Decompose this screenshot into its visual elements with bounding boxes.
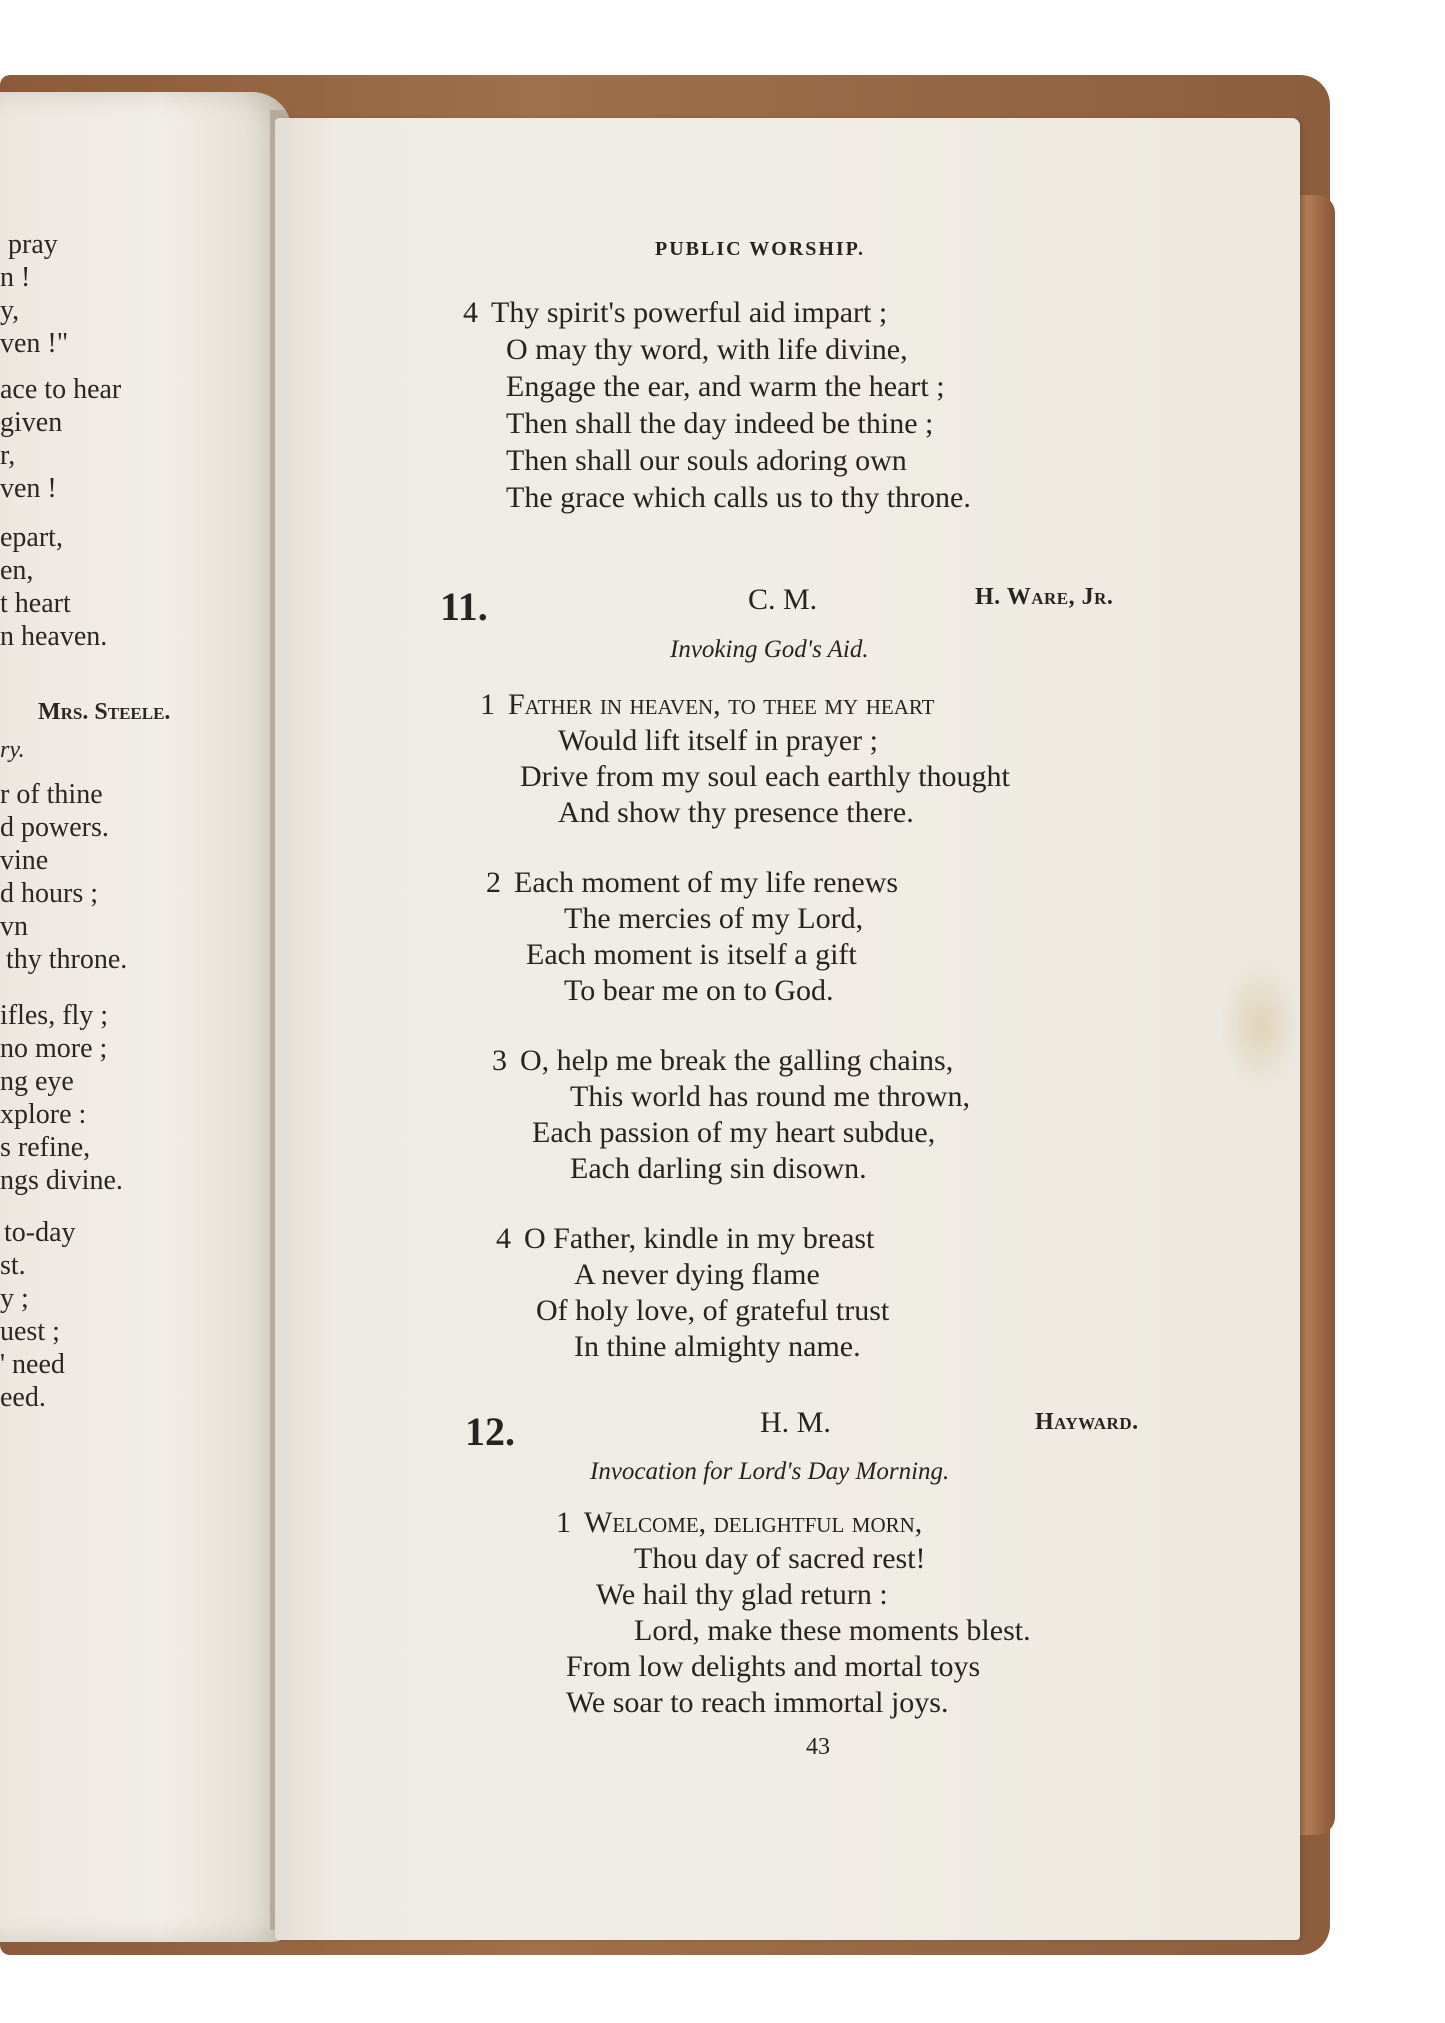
verse-line xyxy=(463,296,887,330)
left-fragment: thy throne. xyxy=(6,944,128,975)
hymn-author: H. Ware, Jr. xyxy=(975,584,1114,610)
left-page xyxy=(0,92,292,1942)
verse-text: O, help me break the galling chains, xyxy=(520,1044,954,1077)
verse-line xyxy=(486,866,898,900)
left-fragment: xplore : xyxy=(0,1099,87,1130)
verse-line xyxy=(496,1222,874,1256)
verse-line: Drive from my soul each earthly thought xyxy=(520,760,1010,793)
verse-line: Engage the ear, and warm the heart ; xyxy=(506,370,945,403)
verse-line: Each moment is itself a gift xyxy=(526,938,857,971)
left-fragment: pray xyxy=(8,229,58,260)
verse-text: Father in heaven, to thee my heart xyxy=(508,688,935,721)
left-fragment: ven ! xyxy=(0,473,57,504)
verse-line: From low delights and mortal toys xyxy=(566,1650,981,1683)
verse-line: This world has round me thrown, xyxy=(570,1080,970,1113)
verse-text: Welcome, delightful morn, xyxy=(584,1506,923,1539)
verse-number: 3 xyxy=(492,1044,507,1077)
page-stain xyxy=(1220,960,1300,1090)
left-fragment: y ; xyxy=(0,1283,29,1314)
left-fragment: n ! xyxy=(0,262,31,293)
hymn-meter: H. M. xyxy=(760,1406,831,1439)
verse-text: Thy spirit's powerful aid impart ; xyxy=(491,296,888,329)
verse-line: We soar to reach immortal joys. xyxy=(566,1686,949,1719)
verse-line: A never dying flame xyxy=(574,1258,820,1291)
left-fragment: d hours ; xyxy=(0,878,98,909)
verse-text: Each moment of my life renews xyxy=(514,866,899,899)
verse-number: 4 xyxy=(463,296,478,329)
verse-line: Then shall the day indeed be thine ; xyxy=(506,407,934,440)
left-fragment: y, xyxy=(0,295,20,326)
left-fragment: d powers. xyxy=(0,812,109,843)
left-fragment: r, xyxy=(0,440,16,471)
verse-line: The mercies of my Lord, xyxy=(564,902,864,935)
left-fragment: vine xyxy=(0,845,49,876)
left-fragment: vn xyxy=(0,911,28,942)
left-fragment: given xyxy=(0,407,63,438)
left-fragment: ngs divine. xyxy=(0,1165,123,1196)
verse-line: Thou day of sacred rest! xyxy=(634,1542,926,1575)
left-fragment: n heaven. xyxy=(0,621,108,652)
hymn-author: Hayward. xyxy=(1035,1409,1139,1435)
left-fragment: ng eye xyxy=(0,1066,74,1097)
left-fragment: ' need xyxy=(0,1349,65,1380)
verse-line: Would lift itself in prayer ; xyxy=(558,724,879,757)
verse-line xyxy=(480,688,934,722)
verse-line: Then shall our souls adoring own xyxy=(506,444,907,477)
verse-line: The grace which calls us to thy throne. xyxy=(506,481,971,514)
verse-line: Lord, make these moments blest. xyxy=(634,1614,1031,1647)
verse-line: Each darling sin disown. xyxy=(570,1152,867,1185)
hymn-meter: C. M. xyxy=(748,583,818,616)
left-fragment: t heart xyxy=(0,588,71,619)
verse-number: 4 xyxy=(496,1222,511,1255)
hymn-number: 12. xyxy=(465,1409,515,1454)
page-number: 43 xyxy=(806,1734,830,1760)
verse-number: 1 xyxy=(556,1506,571,1539)
left-fragment: uest ; xyxy=(0,1316,60,1347)
hymn-title: Invocation for Lord's Day Morning. xyxy=(590,1458,950,1485)
hymn-number: 11. xyxy=(440,584,488,629)
verse-line xyxy=(556,1506,922,1540)
left-author: Mrs. Steele. xyxy=(38,699,171,725)
left-fragment: ifles, fly ; xyxy=(0,1000,109,1031)
left-fragment: ace to hear xyxy=(0,374,122,405)
verse-text: O Father, kindle in my breast xyxy=(524,1222,875,1255)
running-head: PUBLIC WORSHIP. xyxy=(655,238,866,260)
left-fragment: to-day xyxy=(4,1217,76,1248)
hymn-title: Invoking God's Aid. xyxy=(670,636,869,663)
left-fragment: eed. xyxy=(0,1382,46,1413)
verse-line: We hail thy glad return : xyxy=(596,1578,888,1611)
left-fragment: epart, xyxy=(0,522,63,553)
verse-line: Each passion of my heart subdue, xyxy=(532,1116,936,1149)
verse-number: 2 xyxy=(486,866,501,899)
left-fragment: s refine, xyxy=(0,1132,91,1163)
verse-line: And show thy presence there. xyxy=(558,796,914,829)
verse-number: 1 xyxy=(480,688,495,721)
left-fragment: en, xyxy=(0,555,34,586)
left-fragment: ven !" xyxy=(0,328,69,359)
verse-line: O may thy word, with life divine, xyxy=(506,333,908,366)
verse-line: In thine almighty name. xyxy=(574,1330,861,1363)
left-fragment: no more ; xyxy=(0,1033,108,1064)
left-fragment: r of thine xyxy=(0,779,103,810)
left-fragment: st. xyxy=(0,1250,26,1281)
verse-line xyxy=(492,1044,953,1078)
verse-line: Of holy love, of grateful trust xyxy=(536,1294,890,1327)
left-fragment: ry. xyxy=(0,737,25,763)
verse-line: To bear me on to God. xyxy=(564,974,834,1007)
